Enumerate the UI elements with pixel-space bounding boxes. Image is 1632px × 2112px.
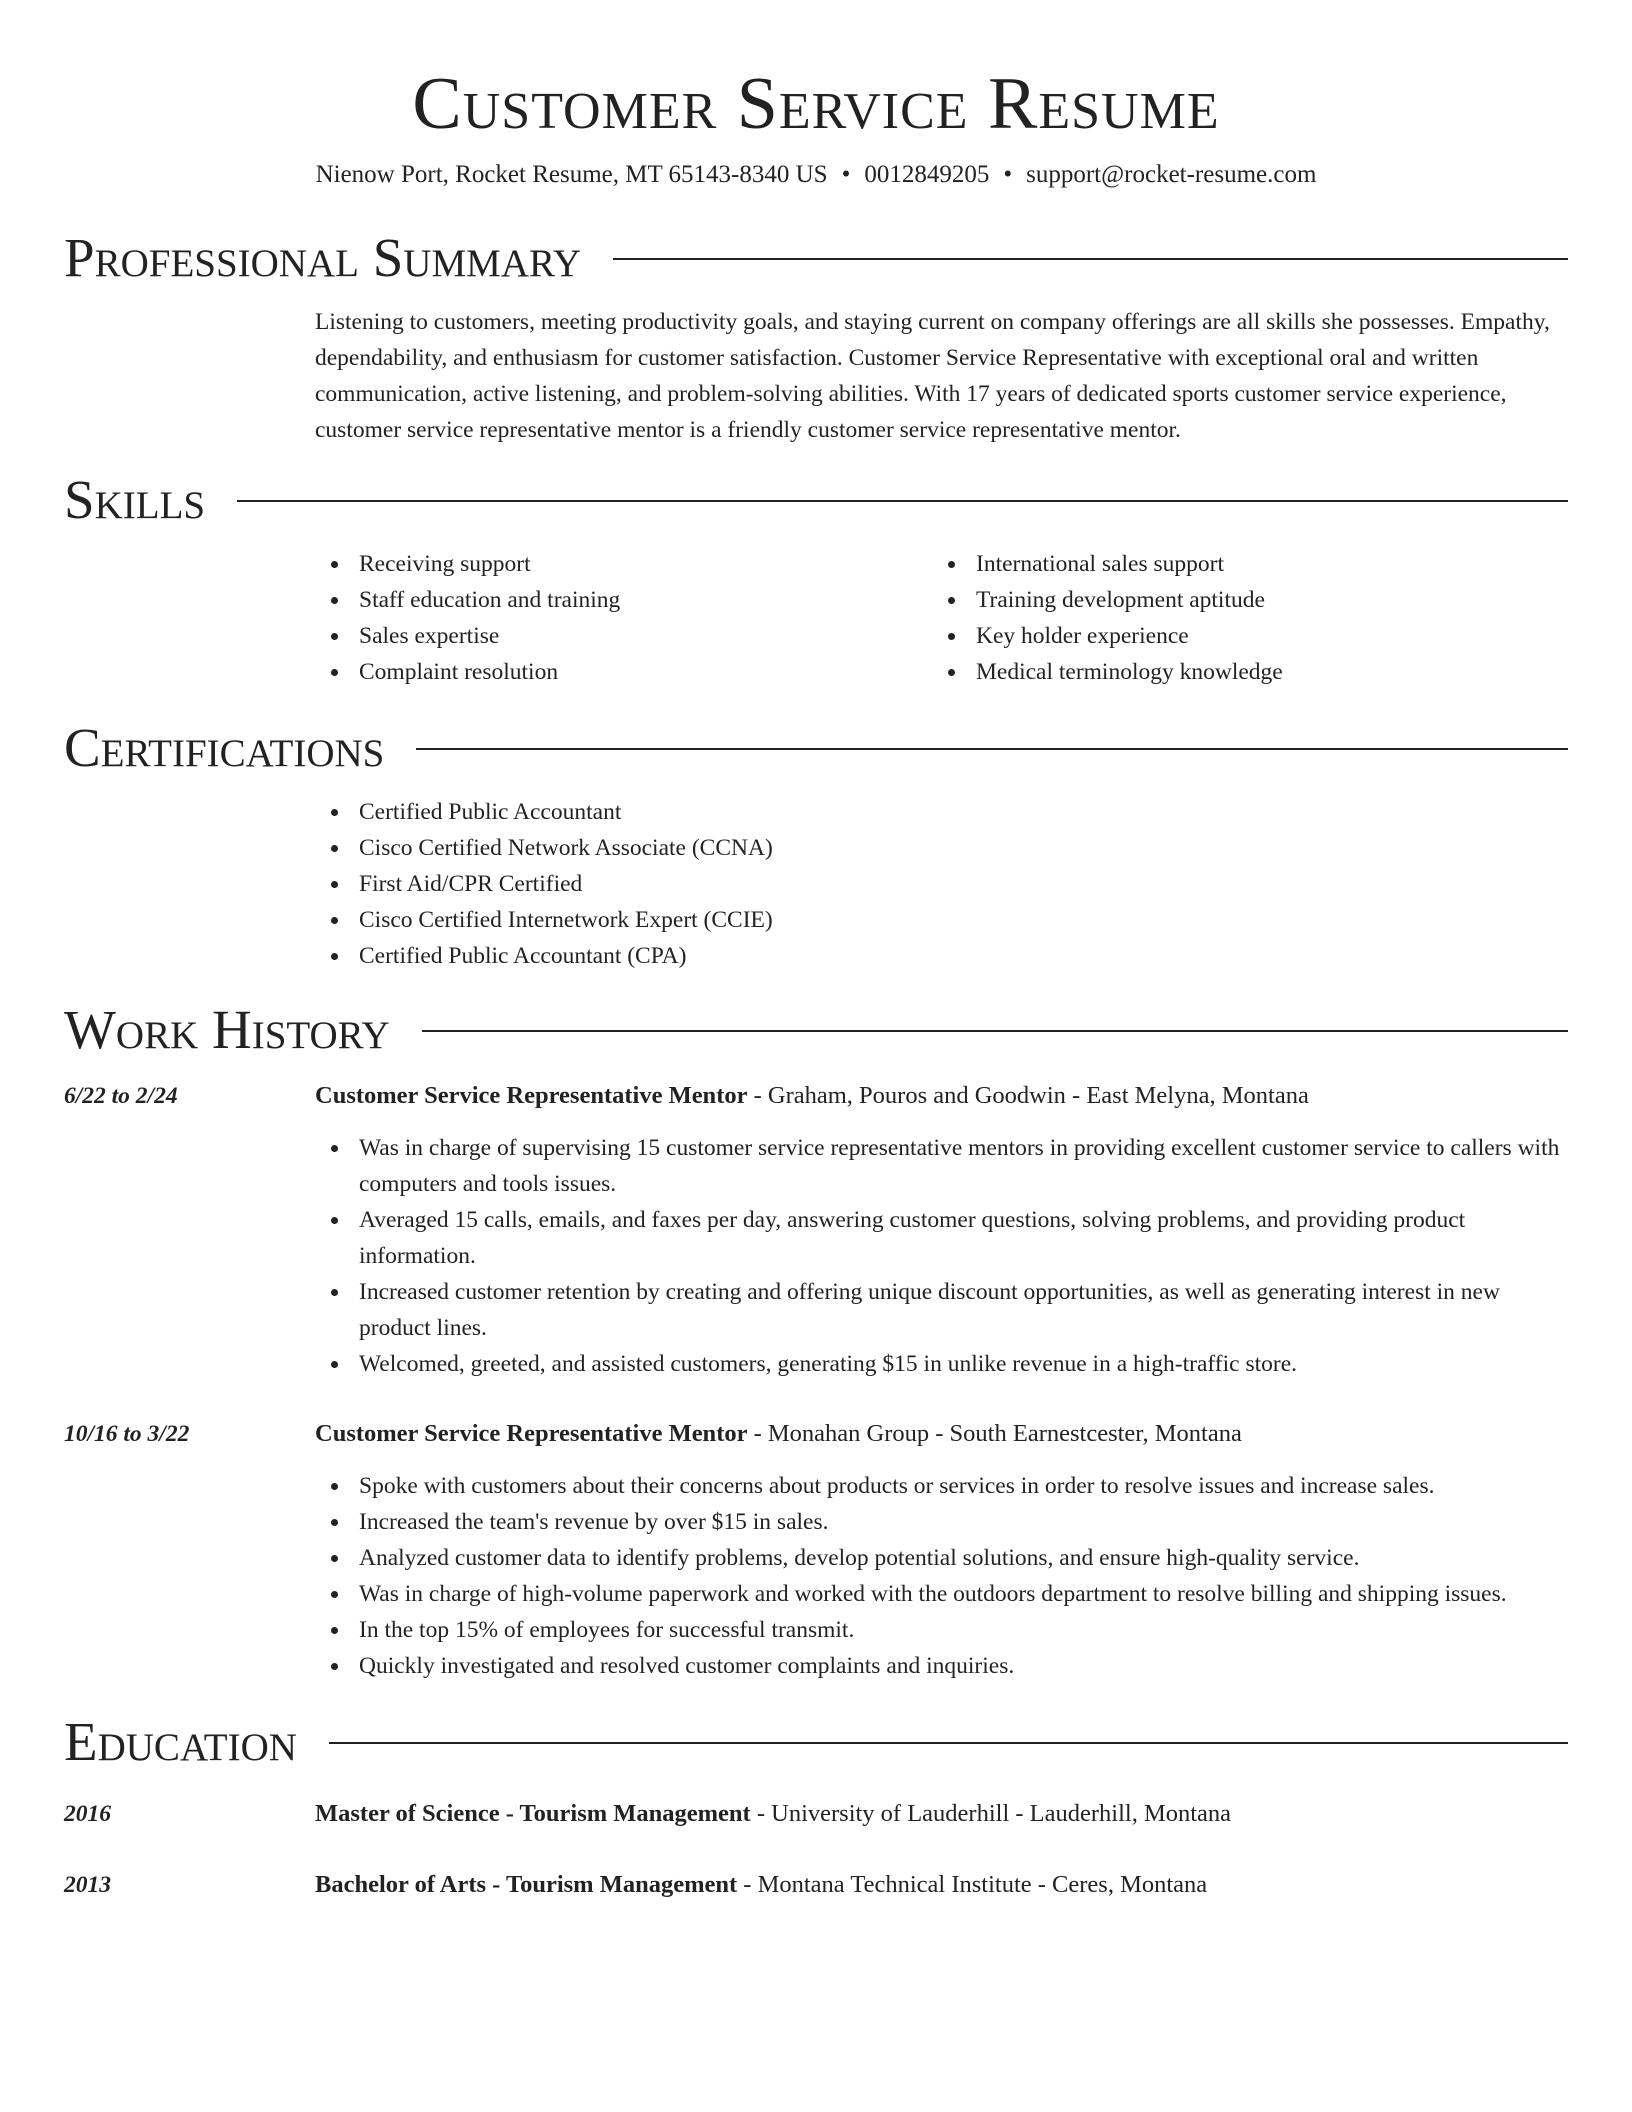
summary-section-header (64, 226, 1568, 290)
education-heading (315, 1867, 1207, 1903)
skill-item: Sales expertise (315, 618, 932, 654)
contact-line (64, 158, 1568, 192)
section-title: Certifications (64, 717, 385, 778)
summary-text: Listening to customers, meeting productivity goals, and staying current on company offerings are all skills she possesses. Empathy, dependability, and enthusiasm for customer satisfaction. Customer Service Representative with exceptional oral and written communication, active listening, and problem-solving abilities. With 17 years of dedicated sports customer service experience, customer service representative mentor is a friendly customer service representative mentor. (315, 309, 1550, 443)
skill-item: Training development aptitude (932, 582, 1549, 618)
job-responsibilities (315, 1130, 1568, 1382)
education-heading (315, 1796, 1231, 1832)
section-title: Work History (64, 999, 390, 1060)
education-year: 2016 (64, 1801, 111, 1827)
job-bullet: Quickly investigated and resolved customer complaints and inquiries. (315, 1648, 1568, 1684)
job-heading (315, 1078, 1309, 1114)
job-bullet: Was in charge of high-volume paperwork and worked with the outdoors department to resolve billing and shipping issues. (315, 1576, 1568, 1612)
section-title: Skills (64, 469, 206, 530)
education-entry (64, 1867, 1568, 1903)
skill-item: Staff education and training (315, 582, 932, 618)
job-entry (64, 1416, 1568, 1684)
skills-section-header (64, 468, 1568, 532)
certification-item: First Aid/CPR Certified (315, 866, 1568, 902)
skill-item: Medical terminology knowledge (932, 654, 1549, 690)
skill-item: Complaint resolution (315, 654, 932, 690)
job-bullet: Spoke with customers about their concerns about products or services in order to resolve issues and increase sales. (315, 1468, 1568, 1504)
section-title: Education (64, 1711, 297, 1772)
contact-separator: • (1003, 161, 1013, 188)
job-entry (64, 1078, 1568, 1382)
certification-item: Cisco Certified Internetwork Expert (CCIE) (315, 902, 1568, 938)
education-school-location: - University of Lauderhill - Lauderhill, Montana (750, 1800, 1232, 1827)
work-history-section-header (64, 998, 1568, 1062)
section-divider (237, 500, 1568, 502)
job-bullet: Increased customer retention by creating and offering unique discount opportunities, as well as generating interest in new product lines. (315, 1274, 1568, 1346)
contact-phone: 0012849205 (864, 161, 990, 188)
job-bullet: Averaged 15 calls, emails, and faxes per day, answering customer questions, solving problems, and providing product information. (315, 1202, 1568, 1274)
contact-separator: • (841, 161, 851, 188)
certification-item: Cisco Certified Network Associate (CCNA) (315, 830, 1568, 866)
resume-title: Customer Service Resume (412, 63, 1220, 145)
job-dates: 6/22 to 2/24 (64, 1083, 178, 1109)
job-dates: 10/16 to 3/22 (64, 1421, 190, 1447)
section-divider (329, 1742, 1568, 1744)
skill-item: Receiving support (315, 546, 932, 582)
education-degree: Bachelor of Arts - Tourism Management (315, 1871, 738, 1898)
section-divider (422, 1030, 1568, 1032)
job-bullet: In the top 15% of employees for successful transmit. (315, 1612, 1568, 1648)
job-role: Customer Service Representative Mentor (315, 1082, 748, 1109)
job-bullet: Welcomed, greeted, and assisted customers, generating $15 in unlike revenue in a high-traffic store. (315, 1346, 1568, 1382)
job-bullet: Increased the team's revenue by over $15 in sales. (315, 1504, 1568, 1540)
education-year: 2013 (64, 1872, 111, 1898)
job-responsibilities (315, 1468, 1568, 1684)
skill-item: International sales support (932, 546, 1549, 582)
skills-column-right (932, 546, 1549, 690)
skill-item: Key holder experience (932, 618, 1549, 654)
section-title: Professional Summary (64, 227, 582, 288)
certifications-list (315, 794, 1568, 974)
education-degree: Master of Science - Tourism Management (315, 1800, 751, 1827)
contact-email: support@rocket-resume.com (1026, 161, 1317, 188)
resume-page (64, 0, 1568, 1903)
skills-list (315, 546, 1568, 690)
job-role: Customer Service Representative Mentor (315, 1420, 748, 1447)
section-divider (416, 748, 1568, 750)
section-divider (613, 258, 1568, 260)
job-employer-location: - Monahan Group - South Earnestcester, Montana (747, 1420, 1242, 1447)
certification-item: Certified Public Accountant (CPA) (315, 938, 1568, 974)
contact-address: Nienow Port, Rocket Resume, MT 65143-8340 US (315, 161, 828, 188)
job-bullet: Was in charge of supervising 15 customer service representative mentors in providing excellent customer service to callers with computers and tools issues. (315, 1130, 1568, 1202)
certifications-section-header (64, 716, 1568, 780)
job-employer-location: - Graham, Pouros and Goodwin - East Melyna, Montana (747, 1082, 1309, 1109)
education-school-location: - Montana Technical Institute - Ceres, Montana (737, 1871, 1208, 1898)
certification-item: Certified Public Accountant (315, 794, 1568, 830)
education-section-header (64, 1710, 1568, 1774)
job-bullet: Analyzed customer data to identify problems, develop potential solutions, and ensure high-quality service. (315, 1540, 1568, 1576)
skills-column-left (315, 546, 932, 690)
job-heading (315, 1416, 1242, 1452)
education-entry (64, 1796, 1568, 1832)
